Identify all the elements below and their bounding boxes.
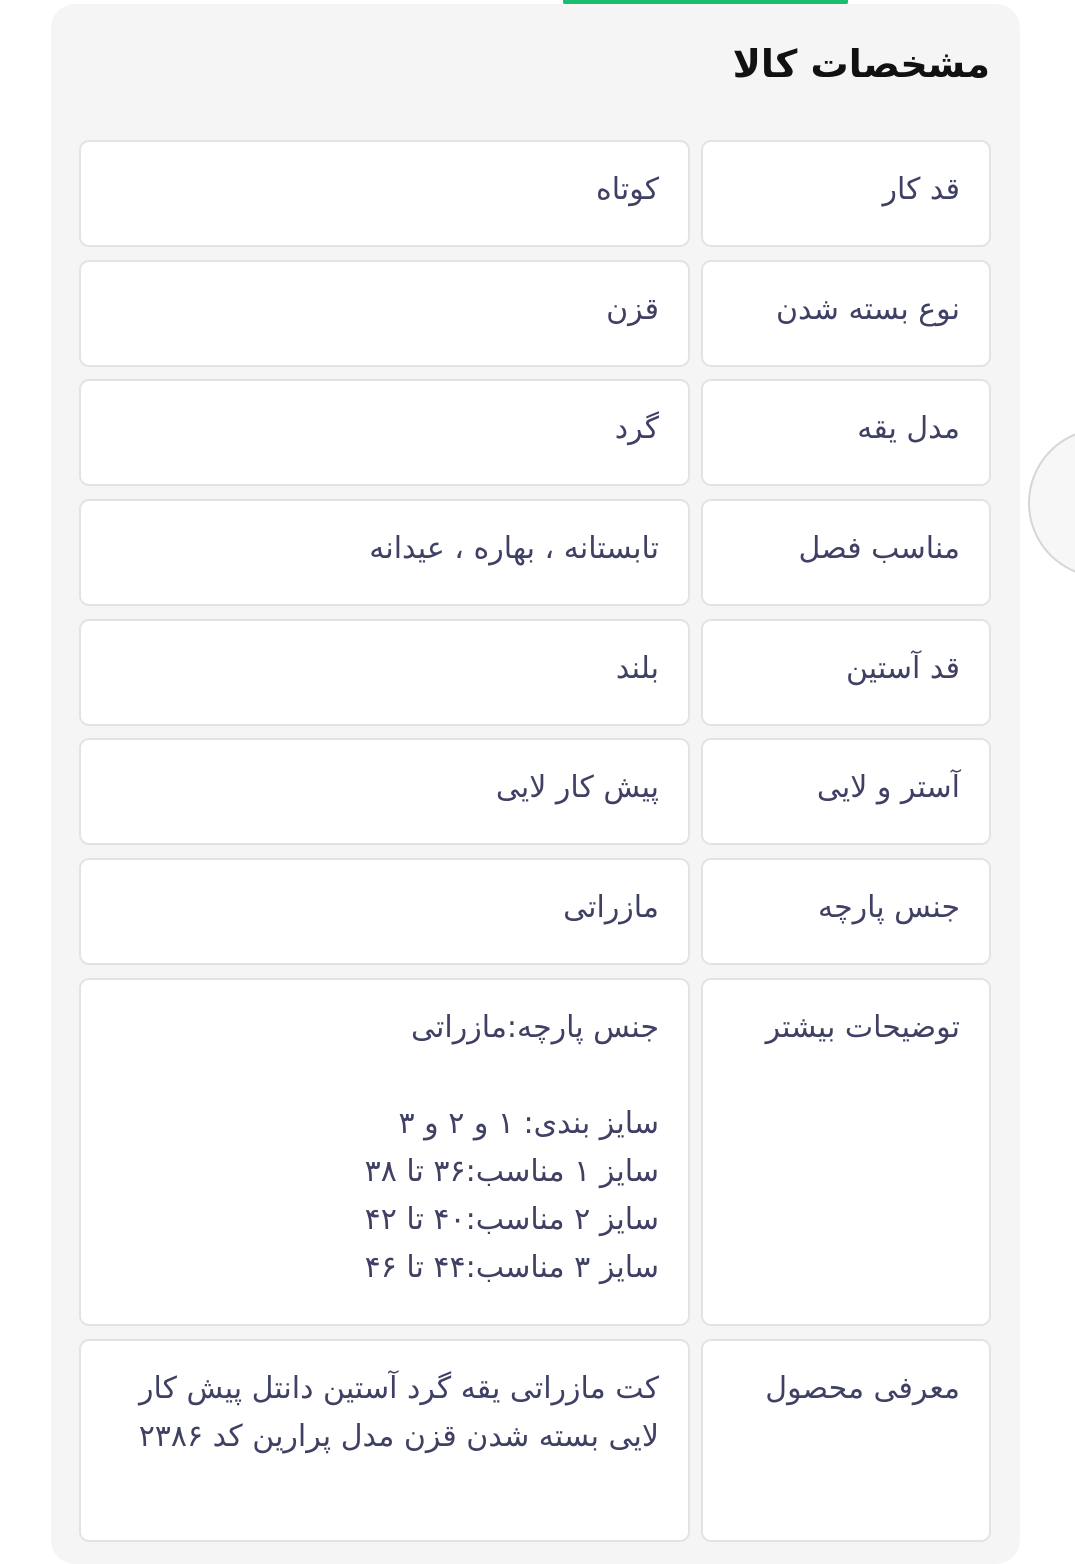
- spec-row: [0, 738, 1075, 845]
- spec-row: [0, 1339, 1075, 1542]
- spec-value: بلند: [79, 619, 690, 726]
- spec-value: جنس پارچه:مازراتی سایز بندی: ۱ و ۲ و ۳ سایز ۱ مناسب:۳۶ تا ۳۸ سایز ۲ مناسب:۴۰ تا ۴۲ سایز ۳ مناسب:۴۴ تا ۴۶: [79, 978, 690, 1326]
- spec-row: [0, 260, 1075, 367]
- spec-value: کت مازراتی یقه گرد آستین دانتل پیش کار لایی بسته شدن قزن مدل پرارین کد ۲۳۸۶: [79, 1339, 690, 1542]
- spec-label: قد آستین: [701, 619, 991, 726]
- spec-value: مازراتی: [79, 858, 690, 965]
- spec-row: [0, 619, 1075, 726]
- spec-value: قزن: [79, 260, 690, 367]
- spec-value: پیش کار لایی: [79, 738, 690, 845]
- spec-row: [0, 499, 1075, 606]
- spec-row: [0, 379, 1075, 486]
- spec-label: معرفی محصول: [701, 1339, 991, 1542]
- section-title: مشخصات کالا: [732, 42, 990, 86]
- spec-value: کوتاه: [79, 140, 690, 247]
- spec-label: آستر و لایی: [701, 738, 991, 845]
- spec-label: توضیحات بیشتر: [701, 978, 991, 1326]
- spec-label: جنس پارچه: [701, 858, 991, 965]
- spec-row: [0, 140, 1075, 247]
- spec-value: گرد: [79, 379, 690, 486]
- spec-label: نوع بسته شدن: [701, 260, 991, 367]
- spec-row: [0, 978, 1075, 1326]
- spec-label: مناسب فصل: [701, 499, 991, 606]
- spec-label: مدل یقه: [701, 379, 991, 486]
- spec-label: قد کار: [701, 140, 991, 247]
- spec-value: تابستانه ، بهاره ، عیدانه: [79, 499, 690, 606]
- spec-row: [0, 858, 1075, 965]
